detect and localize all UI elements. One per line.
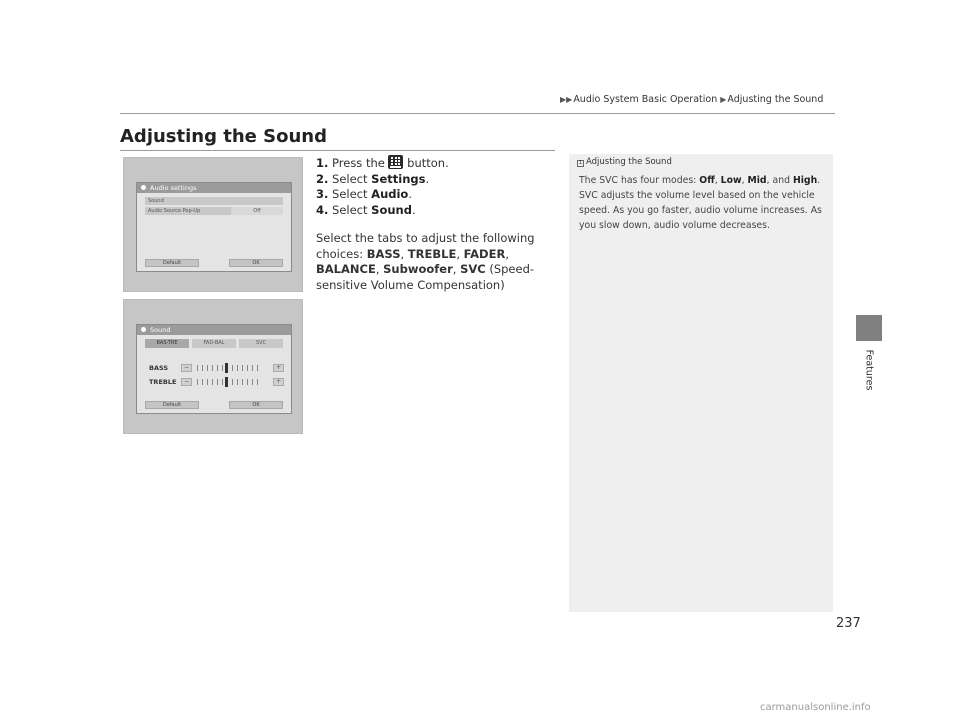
title-divider bbox=[120, 150, 555, 151]
screen-ok-button: OK bbox=[229, 259, 283, 267]
screen-title-bar bbox=[137, 325, 291, 335]
bass-label: BASS bbox=[149, 364, 169, 372]
instruction-steps bbox=[316, 155, 556, 305]
mode-off: Off bbox=[699, 175, 715, 186]
sound-tabs bbox=[145, 339, 283, 348]
home-button-icon bbox=[388, 155, 403, 169]
arrow-right-icon: ▶▶ bbox=[560, 95, 573, 104]
step-2 bbox=[316, 172, 556, 188]
screen-title: Audio settings bbox=[150, 184, 197, 192]
page-number: 237 bbox=[836, 616, 861, 631]
audio-settings-screen bbox=[136, 182, 292, 272]
description-intro: Select the tabs to adjust the following choices: bbox=[316, 231, 535, 261]
audio-settings-screenshot bbox=[123, 157, 303, 292]
section-tab-marker bbox=[856, 315, 882, 341]
tab-svc: SVC bbox=[239, 339, 283, 348]
level-indicator bbox=[225, 377, 228, 387]
menu-row-label: Sound bbox=[148, 198, 164, 204]
menu-row-audio-source-popup bbox=[145, 207, 283, 215]
bass-level-row bbox=[149, 363, 284, 373]
notes-text-and: and bbox=[772, 175, 790, 186]
step-number: 2. bbox=[316, 171, 329, 186]
choice-bass: BASS bbox=[366, 246, 401, 261]
choice-treble: TREBLE bbox=[407, 246, 457, 261]
screen-title: Sound bbox=[150, 326, 171, 334]
step-number: 4. bbox=[316, 202, 329, 217]
step-keyword: Sound bbox=[371, 202, 412, 217]
mode-high: High bbox=[792, 175, 818, 186]
step-text: Select bbox=[332, 171, 368, 186]
watermark: carmanualsonline.info bbox=[760, 702, 871, 713]
choice-balance: BALANCE bbox=[316, 262, 376, 276]
bullet-icon bbox=[141, 185, 146, 190]
tab-bas-tre: BAS-TRE bbox=[145, 339, 189, 348]
screen-ok-button: OK bbox=[229, 401, 283, 409]
step-keyword: Audio bbox=[371, 187, 409, 201]
minus-icon: − bbox=[181, 378, 192, 386]
svc-description: (Speed-sensitive Volume Compensation) bbox=[316, 262, 535, 292]
level-scale bbox=[197, 365, 259, 371]
treble-level-row bbox=[149, 377, 284, 387]
page-title: Adjusting the Sound bbox=[120, 126, 327, 147]
notes-heading-text: Adjusting the Sound bbox=[586, 157, 672, 167]
step-text: . bbox=[408, 187, 412, 201]
mode-mid: Mid bbox=[747, 175, 767, 186]
bullet-icon bbox=[141, 327, 146, 332]
notes-panel bbox=[569, 154, 833, 612]
arrow-right-icon: ▶ bbox=[720, 95, 727, 104]
section-label-text: Features bbox=[863, 349, 875, 391]
choice-subwoofer: Subwoofer bbox=[383, 262, 453, 276]
menu-row-label: Audio Source Pop-Up bbox=[148, 208, 201, 214]
step-text: Select bbox=[332, 202, 368, 217]
screen-default-button: Default bbox=[145, 401, 199, 409]
level-indicator bbox=[225, 363, 228, 373]
choice-svc: SVC bbox=[460, 262, 486, 276]
screen-default-button: Default bbox=[145, 259, 199, 267]
notes-text: The SVC has four modes: Off, Low, Mid, and High. SVC adjusts the volume level based on the vehicle speed. As you go faster, audio volume increases. As you slow down, audio volume decreases. bbox=[579, 175, 822, 231]
header-divider bbox=[120, 113, 835, 114]
step-keyword: Settings bbox=[371, 171, 426, 186]
notes-text-intro: The SVC has four modes: bbox=[579, 175, 697, 186]
step-3 bbox=[316, 187, 556, 203]
plus-icon: + bbox=[273, 364, 284, 372]
step-4 bbox=[316, 203, 556, 219]
step-text: Press the bbox=[332, 156, 385, 170]
tab-fad-bal: FAD-BAL bbox=[192, 339, 236, 348]
step-text: . bbox=[411, 202, 416, 217]
mode-low: Low bbox=[720, 175, 742, 186]
step-1 bbox=[316, 155, 556, 172]
menu-row-value: Off bbox=[231, 207, 283, 215]
notes-text-detail: SVC adjusts the volume level based on the vehicle speed. As you go faster, audio volume increases. As you slow down, audio volume decreases. bbox=[579, 190, 822, 231]
step-text: . bbox=[425, 171, 430, 186]
choices-description: Select the tabs to adjust the following choices: BASS, TREBLE, FADER, BALANCE, Subwoofer, SVC (Speed-sensitive Volume Compensation) bbox=[316, 231, 535, 292]
minus-icon: − bbox=[181, 364, 192, 372]
notes-heading bbox=[577, 157, 672, 167]
step-number: 3. bbox=[316, 187, 329, 201]
treble-label: TREBLE bbox=[149, 378, 177, 386]
step-text: Select bbox=[332, 187, 368, 201]
reference-icon: 1 bbox=[578, 160, 583, 166]
choice-fader: FADER bbox=[463, 246, 506, 261]
screen-title-bar bbox=[137, 183, 291, 193]
plus-icon: + bbox=[273, 378, 284, 386]
breadcrumb-item-section[interactable]: Audio System Basic Operation bbox=[573, 94, 718, 105]
section-label bbox=[856, 345, 882, 395]
sound-screen bbox=[136, 324, 292, 414]
sound-screenshot bbox=[123, 299, 303, 434]
breadcrumb bbox=[560, 94, 823, 105]
step-number: 1. bbox=[316, 156, 329, 170]
level-scale bbox=[197, 379, 259, 385]
breadcrumb-item-current: Adjusting the Sound bbox=[727, 94, 824, 105]
step-text: button. bbox=[407, 156, 449, 170]
menu-row-sound bbox=[145, 197, 283, 205]
